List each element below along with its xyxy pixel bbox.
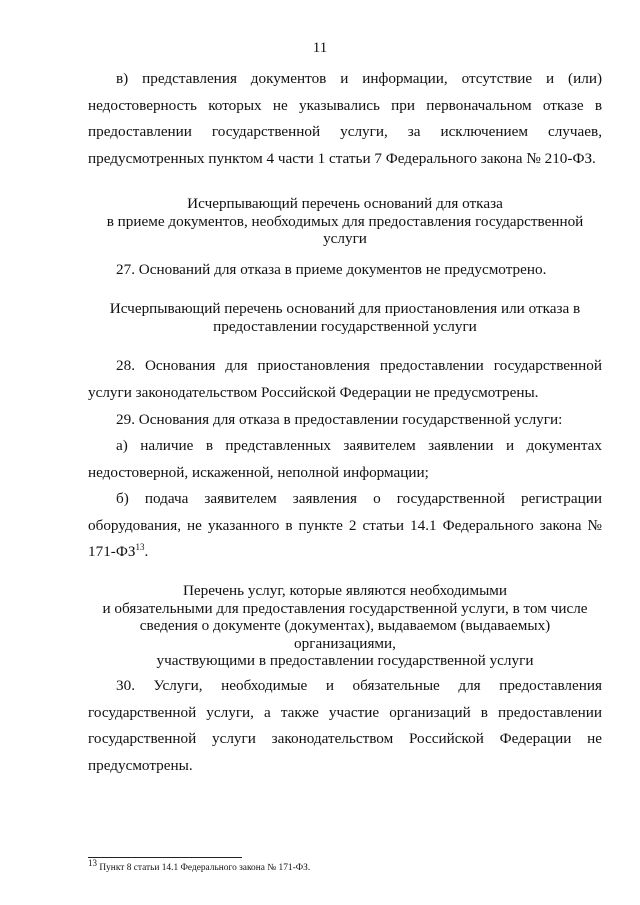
heading-line: Исчерпывающий перечень оснований для отказа bbox=[187, 195, 503, 212]
footnote-text: Пункт 8 статьи 14.1 Федерального закона № 171-ФЗ. bbox=[97, 863, 311, 874]
paragraph-v: в) представления документов и информации, отсутствие и (или) недостоверность которых не указывались при первоначальном отказе в предоставлении государственной услуги, за исключением случаев, предусмотренных пунктом 4 части 1 статьи 7 Федерального закона № 210-ФЗ. bbox=[88, 70, 602, 167]
heading-line: предоставлении государственной услуги bbox=[213, 317, 477, 335]
paragraph-29b-end: . bbox=[144, 543, 149, 561]
heading-required-services bbox=[88, 582, 602, 670]
heading-suspension-refusal bbox=[88, 300, 602, 335]
page-number: 11 bbox=[312, 40, 328, 56]
paragraph-29: 29. Основания для отказа в предоставлении государственной услуги: bbox=[116, 411, 563, 428]
footnote-number: 13 bbox=[88, 858, 97, 868]
paragraph-29b-text: б) подача заявителем заявления о государственной регистрации оборудования, не указанного в пункте 2 статьи 14.1 Федерального закона № 171-ФЗ bbox=[88, 490, 602, 561]
heading-line: Перечень услуг, которые являются необходимыми bbox=[182, 582, 508, 599]
footnote-reference: 13 bbox=[135, 542, 145, 553]
heading-line: в приеме документов, необходимых для предоставления государственной bbox=[106, 212, 584, 230]
paragraph-29b bbox=[88, 486, 602, 566]
heading-line: услуги bbox=[323, 230, 367, 247]
paragraph-28: 28. Основания для приостановления предоставлении государственной услуги законодательством Российской Федерации не предусмотрены. bbox=[88, 357, 602, 401]
footnote bbox=[88, 858, 311, 874]
paragraph-27: 27. Оснований для отказа в приеме документов не предусмотрено. bbox=[116, 261, 547, 278]
heading-refusal-acceptance bbox=[88, 195, 602, 248]
heading-line: участвующими в предоставлении государственной услуги bbox=[156, 652, 534, 669]
footnote-divider bbox=[88, 857, 242, 858]
paragraph-30: 30. Услуги, необходимые и обязательные для предоставления государственной услуги, а также участие организаций в предоставлении государственной услуги законодательством Российской Федерации не предусмотрены. bbox=[88, 677, 602, 774]
heading-line: и обязательными для предоставления государственной услуги, в том числе bbox=[102, 599, 588, 617]
heading-line: Исчерпывающий перечень оснований для приостановления или отказа в bbox=[109, 300, 581, 317]
paragraph-29a: а) наличие в представленных заявителем заявлении и документах недостоверной, искаженной, неполной информации; bbox=[88, 437, 602, 481]
heading-line: сведения о документе (документах), выдаваемом (выдаваемых) организациями, bbox=[139, 617, 551, 652]
